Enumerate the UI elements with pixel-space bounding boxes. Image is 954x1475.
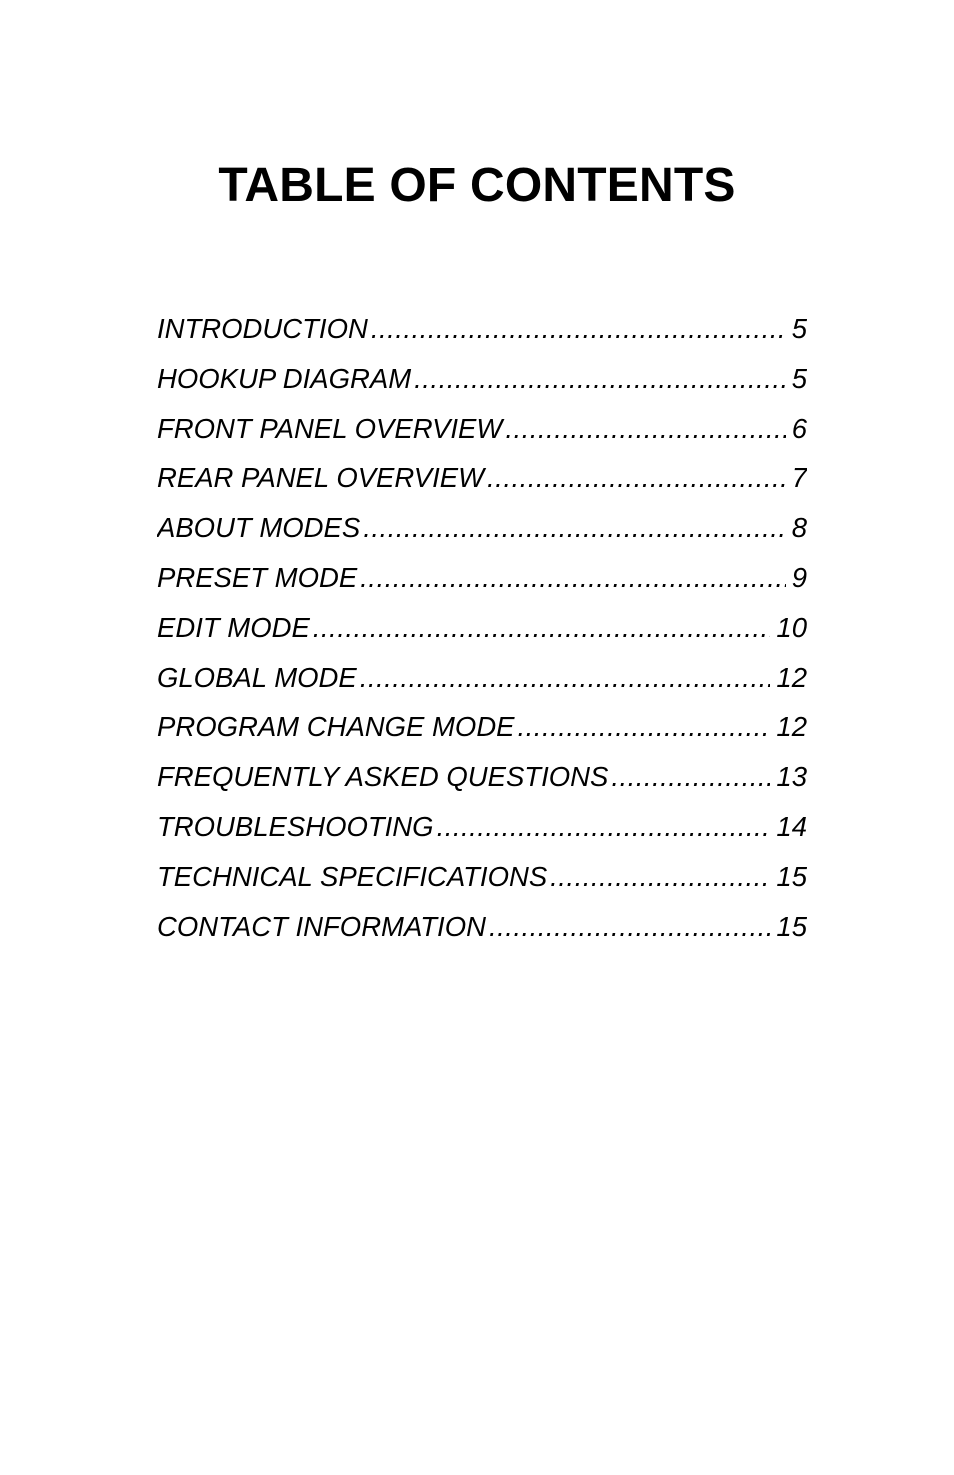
toc-entry-about-modes — [157, 508, 807, 558]
toc-entry-rear-panel-overview — [157, 458, 807, 508]
toc-entry-label: FRONT PANEL OVERVIEW — [157, 412, 503, 444]
toc-dot-leader — [611, 757, 770, 797]
toc-entry-page: 15 — [776, 860, 807, 892]
toc-dot-leader — [437, 807, 771, 847]
toc-dot-leader — [550, 857, 770, 897]
toc-entry-label: EDIT MODE — [157, 611, 310, 643]
toc-dot-leader — [518, 707, 771, 747]
toc-entry-page: 12 — [776, 711, 807, 743]
toc-entry-global-mode — [157, 658, 807, 708]
toc-dot-leader — [363, 508, 785, 548]
toc-dot-leader — [360, 658, 771, 698]
toc-entry-page: 8 — [791, 512, 807, 544]
toc-entry-page: 14 — [776, 810, 807, 842]
toc-entry-page: 5 — [791, 313, 807, 344]
toc-entry-technical-specifications — [157, 857, 807, 907]
toc-entry-label: CONTACT INFORMATION — [157, 910, 486, 942]
toc-entry-program-change-mode — [157, 707, 807, 757]
toc-dot-leader — [489, 907, 770, 947]
toc-entry-page: 10 — [776, 611, 807, 643]
toc-entry-page: 15 — [776, 910, 807, 942]
toc-entry-label: ABOUT MODES — [157, 512, 361, 544]
toc-entry-label: PROGRAM CHANGE MODE — [157, 711, 515, 743]
toc-entry-label: INTRODUCTION — [157, 313, 368, 344]
toc-entry-edit-mode — [157, 608, 807, 658]
page-title: TABLE OF CONTENTS — [218, 159, 736, 212]
toc-entry-contact-information — [157, 907, 807, 957]
toc-entry-page: 5 — [791, 362, 807, 394]
toc-entry-label: TECHNICAL SPECIFICATIONS — [157, 860, 548, 892]
toc-entry-preset-mode — [157, 558, 807, 608]
toc-entry-label: GLOBAL MODE — [157, 661, 357, 693]
toc-dot-leader — [487, 458, 786, 498]
toc-entry-page: 9 — [791, 561, 807, 593]
toc-entry-introduction — [157, 309, 807, 359]
toc-entry-front-panel-overview — [157, 409, 807, 459]
toc-entry-label: TROUBLESHOOTING — [157, 810, 434, 842]
toc-entry-troubleshooting — [157, 807, 807, 857]
toc-dot-leader — [360, 558, 786, 598]
toc-entry-label: HOOKUP DIAGRAM — [157, 362, 412, 394]
toc-entry-page: 13 — [776, 761, 807, 793]
toc-entry-page: 6 — [791, 412, 807, 444]
table-of-contents — [157, 309, 807, 956]
toc-entry-frequently-asked-questions — [157, 757, 807, 807]
toc-entry-label: PRESET MODE — [157, 561, 358, 593]
toc-entry-page: 12 — [776, 661, 807, 693]
toc-entry-hookup-diagram — [157, 359, 807, 409]
toc-dot-leader — [371, 309, 786, 349]
toc-dot-leader — [414, 359, 786, 399]
toc-entry-label: REAR PANEL OVERVIEW — [157, 462, 485, 494]
toc-entry-label: FREQUENTLY ASKED QUESTIONS — [157, 761, 609, 793]
toc-entry-page: 7 — [791, 462, 807, 494]
toc-dot-leader — [505, 409, 785, 449]
toc-dot-leader — [313, 608, 771, 648]
